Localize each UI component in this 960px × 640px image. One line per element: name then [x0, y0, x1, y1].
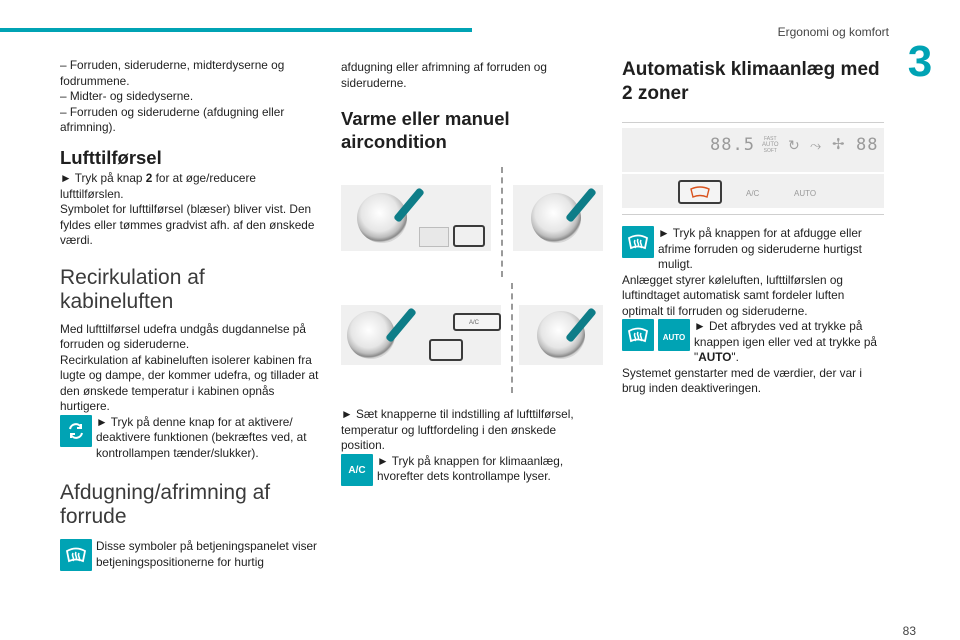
defrost-paragraph-1: Disse symboler på betjeningspanelet viser betjeningspositionerne for hurtig: [96, 539, 317, 569]
ac-icon-label: A/C: [348, 464, 366, 476]
control-panel-illustration-2: [341, 283, 603, 393]
defrost-heading: Afdugning/afrimning af forrude: [60, 481, 271, 528]
fan-icon: ✢: [832, 136, 845, 153]
panel-ac-button-label: A/C: [746, 189, 760, 198]
page-number: 83: [902, 624, 916, 638]
header-accent-bar: [0, 28, 472, 32]
divider: [622, 122, 884, 123]
manual-ac-paragraph-2: ► Tryk på knappen for klimaanlæg, hvorefter dets kontrollampe lyser.: [377, 453, 564, 483]
list-item: – Forruden og sideruderne (afdugning eller afrimning).: [60, 104, 285, 134]
chapter-number: 3: [907, 37, 933, 86]
lcd-mode-labels: FAST AUTO SOFT: [762, 136, 779, 154]
column-2: [341, 60, 603, 486]
recirculation-heading: Recirkulation af kabineluften: [60, 265, 205, 313]
automatic-panel-illustration: [622, 122, 884, 222]
recirculation-instruction: [60, 415, 322, 462]
automatic-ac-paragraph-4: Systemet genstarter med de værdier, der var i brug inden deaktiveringen.: [622, 365, 862, 395]
manual-ac-paragraph-1: ► Sæt knapperne til indstilling af lufttilførsel, temperatur og luftfordeling i den ønskede position.: [341, 407, 574, 452]
cut-line: [501, 167, 503, 277]
automatic-ac-paragraph-3: ► Det afbrydes ved at trykke på knappen igen eller ved at trykke på "AUTO".: [694, 319, 877, 364]
ac-icon: [341, 454, 373, 486]
control-panel-illustration-1: [341, 167, 603, 277]
defrost-instruction: [622, 226, 886, 273]
windscreen-defrost-icon: [60, 539, 92, 571]
auto-icon: [658, 319, 690, 351]
air-distribution-button: [429, 339, 463, 361]
column-1: [60, 58, 322, 571]
windscreen-defrost-icon: [622, 319, 654, 351]
recirculation-icon: [60, 415, 92, 447]
defrost-instruction: [60, 539, 322, 571]
cut-line: [511, 283, 513, 393]
list-item: – Midter- og sidedyserne.: [60, 89, 194, 103]
airflow-paragraph-1: ► Tryk på knap 2 for at øge/reducere lufttilførslen.: [60, 171, 256, 201]
recirculation-paragraph-1: Med lufttilførsel udefra undgås dugdannelse på forruden og sideruderne.: [60, 321, 306, 351]
airflow-heading: Lufttilførsel: [60, 146, 162, 168]
ac-button-highlight: [453, 313, 501, 331]
air-distribution-button: [453, 225, 485, 247]
automatic-ac-paragraph-2: Anlægget styrer køleluften, lufttilførslen og luftindtaget automatisk samt fordeler luften optimalt til forruden og sideruderne.: [622, 272, 845, 318]
airflow-paragraph-2: Symbolet for lufttilførsel (blæser) bliver vist. Den fyldes eller tømmes gradvist afh. af den ønskede værdi.: [60, 202, 315, 247]
recirculation-button: [419, 227, 449, 247]
manual-ac-heading: Varme eller manuel aircondition: [341, 108, 510, 152]
auto-icon-label: AUTO: [662, 333, 686, 342]
recirculation-icon: ↻: [788, 137, 800, 153]
lcd-temperature-left: 88.5: [710, 135, 755, 155]
defrost-button-highlight: [678, 180, 722, 204]
ac-instruction: [341, 454, 603, 486]
divider: [622, 214, 884, 215]
air-distribution-icon: ⤳: [810, 137, 822, 153]
section-title: Ergonomi og komfort: [777, 25, 889, 39]
auto-instruction: [622, 319, 886, 366]
automatic-ac-paragraph-1: ► Tryk på knappen for at afdugge eller afrime forruden og sideruderne hurtigst muligt.: [658, 226, 862, 271]
automatic-ac-heading: Automatisk klimaanlæg med 2 zoner: [622, 59, 880, 104]
list-item: – Forruden, sideruderne, midterdyserne og fodrummene.: [60, 58, 285, 88]
recirculation-paragraph-2: Recirkulation af kabineluften isolerer kabinen fra lugte og dampe, der kommer udefra, og tillader at den ønskede temperatur i kabinen opnås hurtigere.: [60, 352, 319, 413]
lcd-temperature-right: 88: [856, 135, 879, 155]
column-3: [622, 58, 886, 397]
panel-auto-button-label: AUTO: [794, 189, 817, 198]
recirculation-paragraph-3: ► Tryk på denne knap for at aktivere/ deaktivere funktionen (bekræftes ved, at kontrollampen tænder/slukker).: [96, 414, 307, 460]
windscreen-defrost-icon: [622, 226, 654, 258]
panel-ac-label: A/C: [469, 320, 480, 326]
defrost-continuation: afdugning eller afrimning af forruden og sideruderne.: [341, 60, 547, 90]
